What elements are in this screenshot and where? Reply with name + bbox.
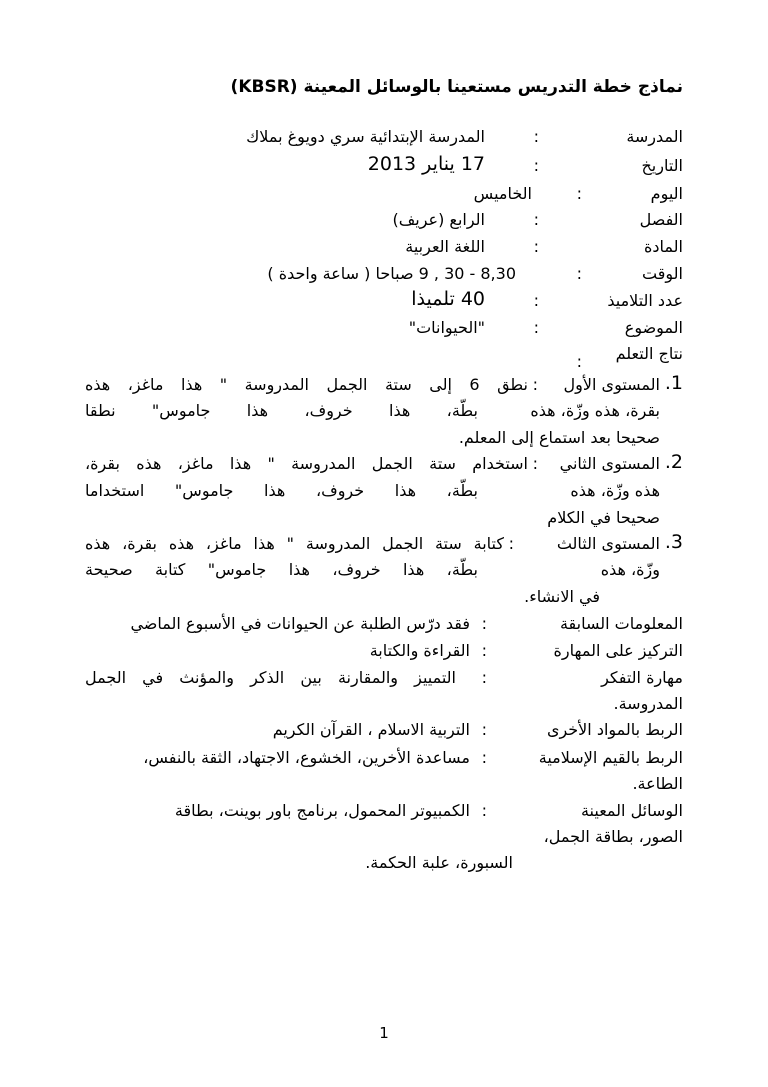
students-label: عدد التلاميذ [607, 291, 683, 310]
colon: : [533, 237, 539, 256]
level-1-label: المستوى الأول [563, 375, 660, 394]
thinking-skill-value: التمييز والمقارنة بين الذكر والمؤنث في الجمل [85, 668, 456, 687]
colon: : [533, 318, 539, 337]
level-3-line2a: وزّة، هذه [600, 560, 660, 579]
level-1-line2b: بطّة، هذا خروف، هذا جاموس" نطقا [85, 401, 478, 420]
link-values-label: الربط بالقيم الإسلامية [538, 748, 683, 767]
colon: : [481, 748, 487, 767]
level-3-line3: في الانشاء. [524, 587, 600, 606]
colon: : [533, 210, 539, 229]
topic-value: "الحيوانات" [408, 318, 485, 337]
school-label: المدرسة [626, 127, 683, 146]
thinking-skill-continued: المدروسة. [613, 694, 683, 713]
level-2-line1: استخدام ستة الجمل المدروسة " هذا ماغز، هذه بقرة، [85, 454, 528, 473]
colon: : [576, 352, 582, 371]
level-1-line2a: بقرة، هذه وزّة، هذه [530, 401, 660, 420]
document-title: نماذج خطة التدريس مستعينا بالوسائل المعينة (KBSR) [230, 77, 683, 97]
colon: : [533, 127, 539, 146]
time-label: الوقت [642, 264, 683, 283]
colon: : [508, 534, 514, 553]
link-subjects-label: الربط بالمواد الأخرى [546, 720, 683, 739]
colon: : [481, 801, 487, 820]
students-value: 40 تلميذا [411, 288, 485, 310]
level-1-line1: نطق 6 إلى ستة الجمل المدروسة " هذا ماغز، هذه [85, 375, 528, 394]
level-3-line2b: بطّة، هذا خروف، هذا جاموس" كتابة صحيحة [85, 560, 478, 579]
subject-value: اللغة العربية [405, 237, 485, 256]
day-value: الخاميس [473, 184, 532, 203]
subject-label: المادة [644, 237, 683, 256]
colon: : [481, 641, 487, 660]
school-value: المدرسة الإبتدائية سري دويوغ بملاك [246, 127, 485, 146]
class-label: الفصل [639, 210, 683, 229]
link-subjects-value: التربية الاسلام ، القرآن الكريم [272, 720, 470, 739]
colon: : [532, 375, 538, 394]
outcomes-label: نتاج التعلم [615, 344, 683, 363]
skill-focus-value: القراءة والكتابة [369, 641, 470, 660]
date-label: التاريخ [641, 156, 683, 175]
prior-knowledge-label: المعلومات السابقة [559, 614, 683, 633]
level-2-label: المستوى الثاني [559, 454, 660, 473]
level-1-line3: صحيحا بعد استماع إلى المعلم. [458, 428, 660, 447]
skill-focus-label: التركيز على المهارة [553, 641, 683, 660]
teaching-aids-continued-2: السبورة، علبة الحكمة. [365, 853, 513, 872]
colon: : [576, 184, 582, 203]
colon: : [533, 156, 539, 175]
level-1-number: 1. [664, 372, 683, 394]
level-3-number: 3. [664, 531, 683, 553]
class-value: الرابع (عريف) [392, 210, 485, 229]
prior-knowledge-value: فقد درّس الطلبة عن الحيوانات في الأسبوع الماضي [130, 614, 470, 633]
colon: : [481, 720, 487, 739]
level-3-label: المستوى الثالث [556, 534, 660, 553]
colon: : [533, 291, 539, 310]
day-label: اليوم [650, 184, 683, 203]
colon: : [532, 454, 538, 473]
colon: : [576, 264, 582, 283]
link-values-continued: الطاعة. [632, 774, 683, 793]
thinking-skill-label: مهارة التفكر [601, 668, 683, 687]
colon: : [481, 668, 487, 687]
teaching-aids-value: الكمبيوتر المحمول، برنامج باور بوينت، بطاقة [174, 801, 470, 820]
level-2-line3: صحيحا في الكلام [547, 508, 660, 527]
teaching-aids-label: الوسائل المعينة [580, 801, 683, 820]
level-2-line2a: هذه وزّة، هذه [570, 481, 660, 500]
level-2-number: 2. [664, 451, 683, 473]
colon: : [481, 614, 487, 633]
date-value: 17 يناير 2013 [367, 153, 485, 175]
time-value: 8,30 - 30 , 9 صباحا ( ساعة واحدة ) [267, 264, 516, 283]
teaching-aids-continued-1: الصور، بطاقة الجمل، [543, 827, 683, 846]
link-values-value: مساعدة الأخرين، الخشوع، الاجتهاد، الثقة بالنفس، [143, 748, 470, 767]
topic-label: الموضوع [624, 318, 683, 337]
level-3-line1: كتابة ستة الجمل المدروسة " هذا ماغز، هذه بقرة، هذه [85, 534, 504, 553]
page-number: 1 [379, 1024, 389, 1042]
level-2-line2b: بطّة، هذا خروف، هذا جاموس" استخداما [85, 481, 478, 500]
